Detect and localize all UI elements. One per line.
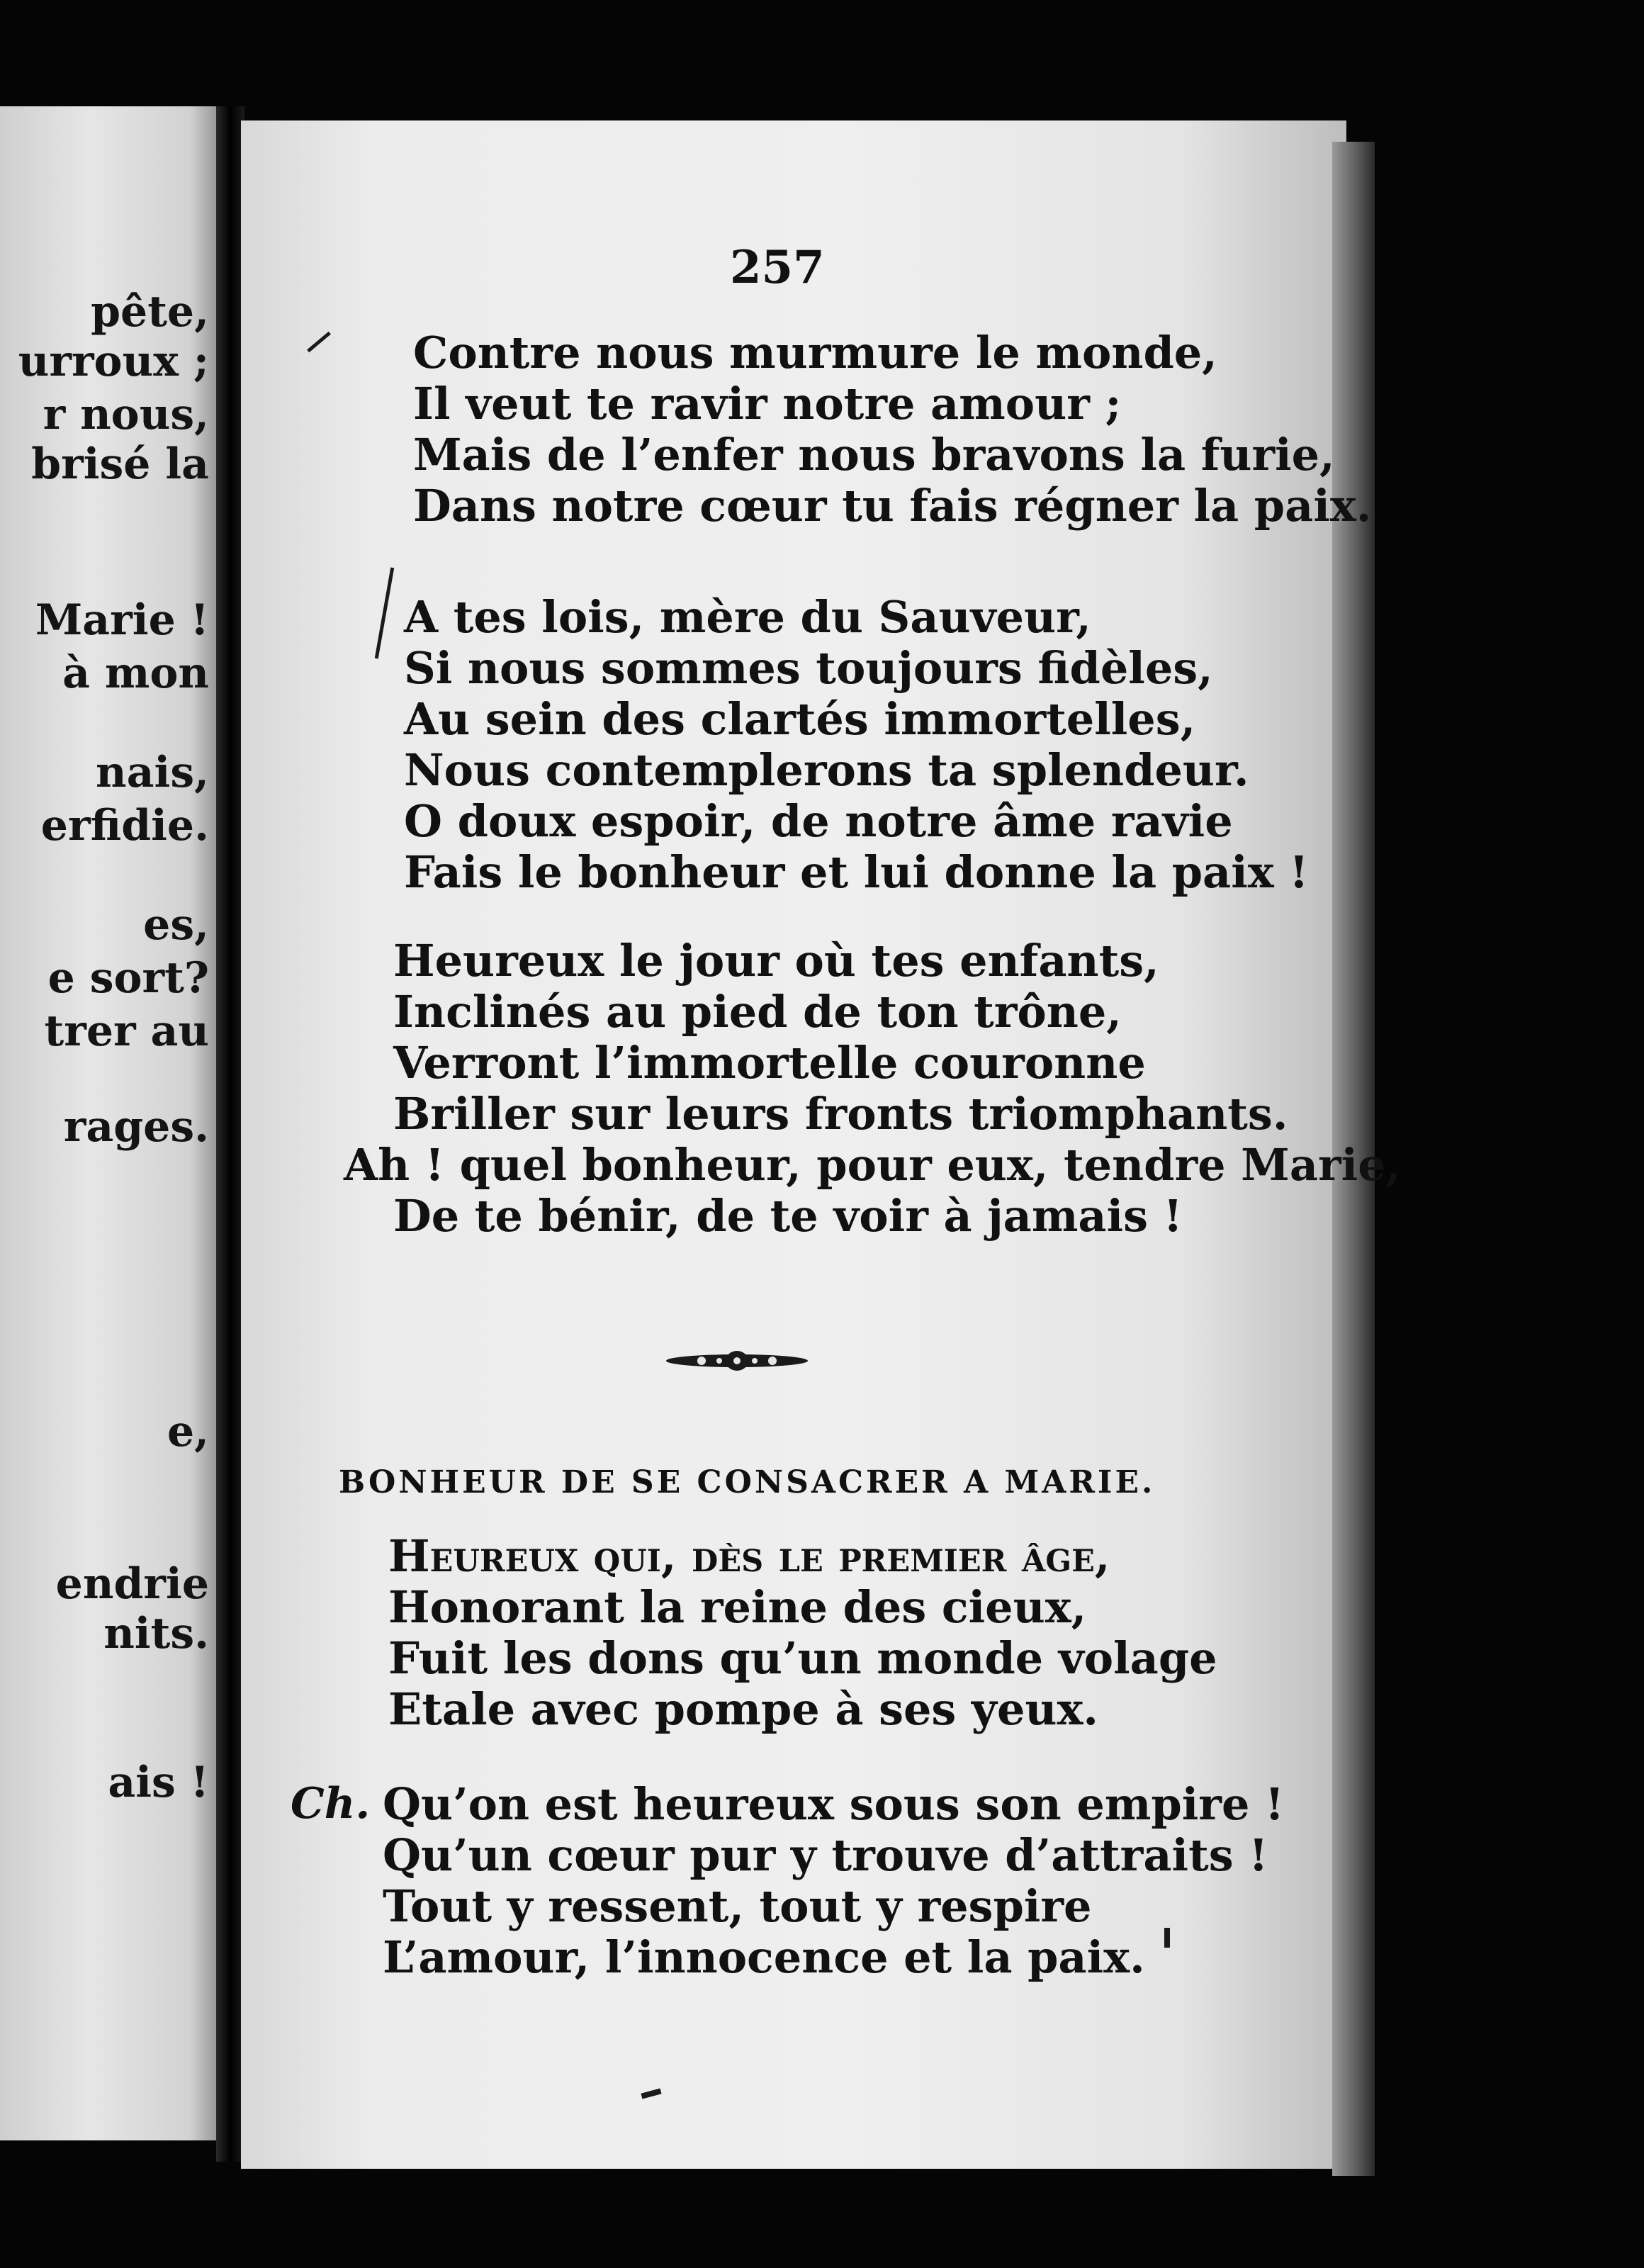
left-page-line: à mon <box>62 649 209 698</box>
verse-line: A tes lois, mère du Sauveur, <box>404 591 1091 643</box>
left-page-line: r nous, <box>43 390 209 439</box>
left-page-line: endrie <box>55 1559 209 1609</box>
verse-line: L’amour, l’innocence et la paix. <box>383 1931 1145 1983</box>
chorus <box>383 1779 1284 1983</box>
verse-line: Honorant la reine des cieux, <box>388 1581 1087 1633</box>
ink-speck <box>1164 1928 1170 1948</box>
verse-line: Dans notre cœur tu fais régner la paix. <box>413 480 1372 532</box>
verse-line: Tout y ressent, tout y respire <box>383 1880 1092 1932</box>
left-page-line: pête, <box>91 287 209 337</box>
left-page-line: urroux ; <box>18 337 209 386</box>
verse-line: Qu’un cœur pur y trouve d’attraits ! <box>383 1829 1268 1881</box>
verse-line: Nous contemplerons ta splendeur. <box>404 744 1249 796</box>
song-stanza <box>388 1531 1217 1735</box>
chorus-label: Ch. <box>291 1779 371 1829</box>
verse-line: Si nous sommes toujours fidèles, <box>404 642 1213 694</box>
left-page-line: e, <box>167 1407 209 1456</box>
verse-line: Ah ! quel bonheur, pour eux, tendre Marie, <box>344 1139 1402 1191</box>
verse-line: Heureux qui, dès le premier âge, <box>388 1530 1110 1582</box>
stanza-3 <box>344 935 1402 1242</box>
verse-line: Verront l’immortelle couronne <box>393 1037 1146 1089</box>
song-title: BONHEUR DE SE CONSACRER A MARIE. <box>339 1464 1156 1500</box>
page-number: 257 <box>730 241 825 294</box>
left-page-line: rages. <box>63 1102 209 1152</box>
verse-line: Au sein des clartés immortelles, <box>404 693 1196 745</box>
stanza-2 <box>404 592 1309 898</box>
stanza-1 <box>413 327 1371 532</box>
left-page-line: trer au <box>44 1006 209 1056</box>
left-page-line: Marie ! <box>35 595 209 645</box>
left-page-line: e sort? <box>47 953 209 1003</box>
verse-line: O doux espoir, de notre âme ravie <box>404 795 1233 847</box>
verse-line: Mais de l’enfer nous bravons la furie, <box>413 429 1335 481</box>
book-gutter <box>216 106 244 2162</box>
verse-line: De te bénir, de te voir à jamais ! <box>393 1190 1183 1242</box>
verse-line: Briller sur leurs fronts triomphants. <box>393 1088 1288 1140</box>
verse-line: Heureux le jour où tes enfants, <box>393 935 1159 987</box>
left-page-line: ais ! <box>108 1758 209 1807</box>
verse-line: Il veut te ravir notre amour ; <box>413 378 1122 430</box>
verse-line: Fuit les dons qu’un monde volage <box>388 1632 1217 1684</box>
verse-line: Inclinés au pied de ton trône, <box>393 986 1122 1038</box>
verse-line: Etale avec pompe à ses yeux. <box>388 1683 1099 1735</box>
left-page-line: erfidie. <box>40 801 209 850</box>
left-page <box>0 106 223 2140</box>
left-page-line: nits. <box>103 1609 209 1658</box>
ornament-divider <box>659 1347 815 1375</box>
left-page-line: brisé la <box>31 439 209 489</box>
verse-line: Qu’on est heureux sous son empire ! <box>383 1778 1285 1830</box>
left-page-line: nais, <box>96 748 209 797</box>
verse-line: Contre nous murmure le monde, <box>413 327 1217 378</box>
verse-line: Fais le bonheur et lui donne la paix ! <box>404 846 1309 898</box>
left-page-line: es, <box>143 900 209 950</box>
